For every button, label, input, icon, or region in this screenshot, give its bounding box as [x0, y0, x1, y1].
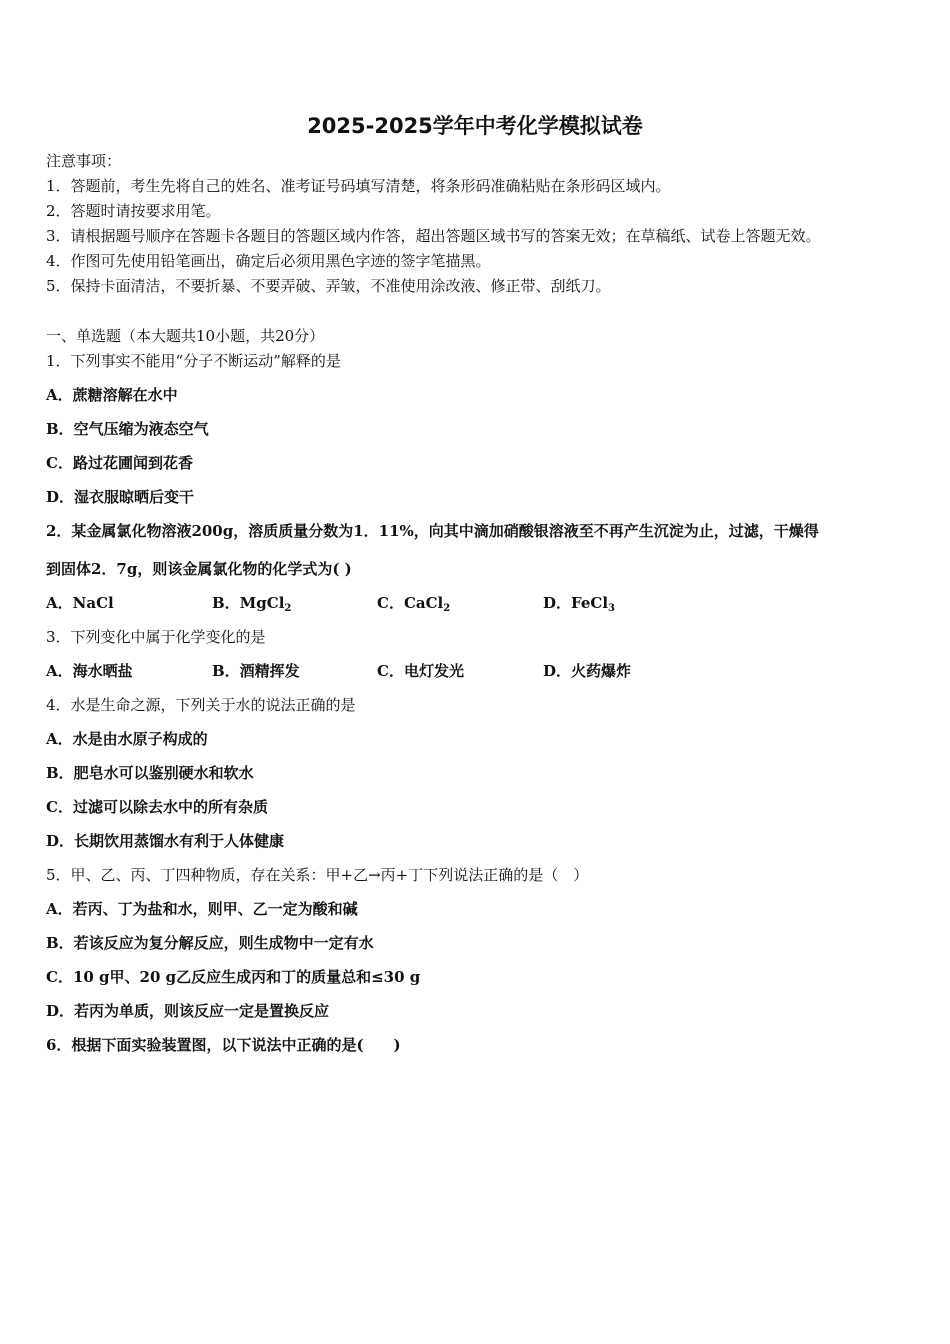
q4-option-b: B．肥皂水可以鉴别硬水和软水: [46, 764, 254, 782]
q2-option-b: B．MgCl$_2$: [212, 594, 292, 614]
q5-option-c: C．10 g甲、20 g乙反应生成丙和丁的质量总和≤30 g: [46, 968, 421, 986]
q3-option-c: C．电灯发光: [377, 662, 464, 680]
section-heading: 一、单选题（本大题共10小题，共20分）: [46, 327, 325, 345]
q2-stem-line-2: 到固体2．7g，则该金属氯化物的化学式为( ): [46, 560, 352, 578]
notice-item-1: 1．答题前，考生先将自己的姓名、准考证号码填写清楚，将条形码准确粘贴在条形码区域内。: [46, 177, 671, 195]
q4-option-a: A．水是由水原子构成的: [46, 730, 208, 748]
q5-option-b: B．若该反应为复分解反应，则生成物中一定有水: [46, 934, 374, 952]
q2-options: [46, 593, 906, 613]
q1-option-b: B．空气压缩为液态空气: [46, 420, 209, 438]
q5-option-a: A．若丙、丁为盐和水，则甲、乙一定为酸和碱: [46, 900, 358, 918]
q4-option-c: C．过滤可以除去水中的所有杂质: [46, 798, 268, 816]
q3-option-b: B．酒精挥发: [212, 662, 300, 680]
q6-stem: 6．根据下面实验装置图，以下说法中正确的是( ): [46, 1036, 401, 1054]
notice-item-4: 4．作图可先使用铅笔画出，确定后必须用黑色字迹的签字笔描黑。: [46, 252, 491, 270]
q2-option-d: D．FeCl$_3$: [543, 594, 615, 614]
q5-stem: 5．甲、乙、丙、丁四种物质，存在关系：甲+乙→丙+丁下列说法正确的是（ ）: [46, 866, 589, 884]
notice-heading: 注意事项：: [46, 152, 122, 170]
q3-options: [46, 661, 906, 681]
q2-stem-line-1: 2．某金属氯化物溶液200g，溶质质量分数为1．11%，向其中滴加硝酸银溶液至不再产生沉淀为止，过滤，干燥得: [46, 522, 819, 540]
notice-item-5: 5．保持卡面清洁，不要折暴、不要弄破、弄皱，不准使用涂改液、修正带、刮纸刀。: [46, 277, 611, 295]
q2-option-c: C．CaCl$_2$: [377, 594, 451, 614]
q5-option-d: D．若丙为单质，则该反应一定是置换反应: [46, 1002, 330, 1020]
notice-item-2: 2．答题时请按要求用笔。: [46, 202, 221, 220]
page-title: 2025-2025学年中考化学模拟试卷: [307, 114, 643, 138]
q1-option-c: C．路过花圃闻到花香: [46, 454, 193, 472]
q3-option-d: D．火药爆炸: [543, 662, 632, 680]
q1-stem: 1．下列事实不能用“分子不断运动”解释的是: [46, 352, 341, 370]
notice-item-3: 3．请根据题号顺序在答题卡各题目的答题区域内作答，超出答题区域书写的答案无效；在草稿纸、试卷上答题无效。: [46, 227, 821, 245]
q1-option-a: A．蔗糖溶解在水中: [46, 386, 178, 404]
q3-stem: 3．下列变化中属于化学变化的是: [46, 628, 266, 646]
q3-option-a: A．海水晒盐: [46, 662, 133, 680]
q2-option-a: A．NaCl: [46, 594, 114, 612]
q4-option-d: D．长期饮用蒸馏水有利于人体健康: [46, 832, 285, 850]
q4-stem: 4．水是生命之源，下列关于水的说法正确的是: [46, 696, 356, 714]
q1-option-d: D．湿衣服晾晒后变干: [46, 488, 195, 506]
